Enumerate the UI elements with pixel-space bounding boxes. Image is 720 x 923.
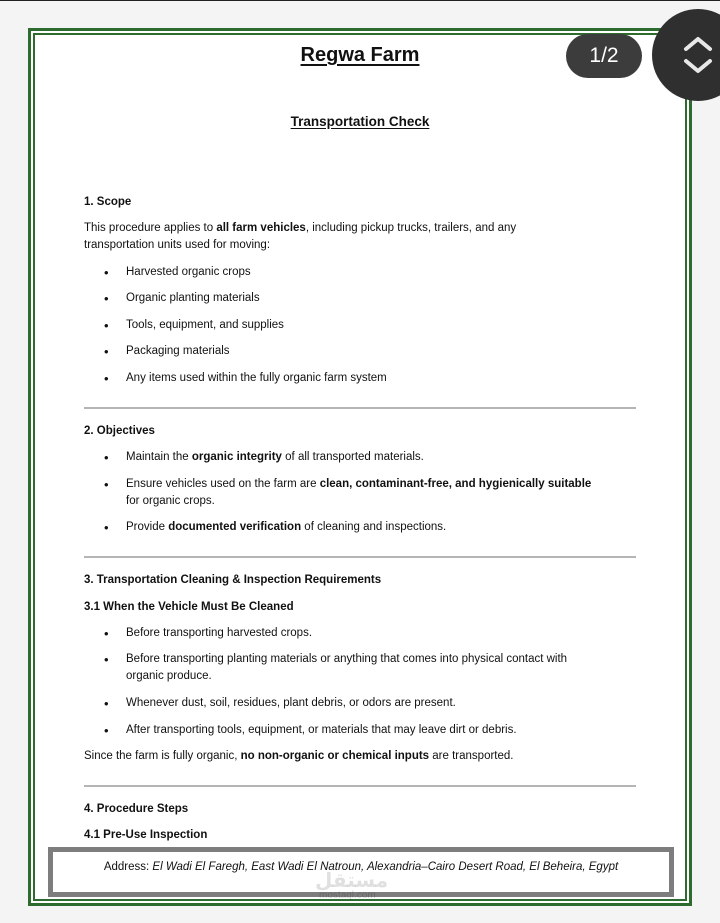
list-item: Tools, equipment, and supplies (126, 319, 284, 331)
bullet-icon: • (104, 265, 109, 280)
list-item: Whenever dust, soil, residues, plant debris, or odors are present. (126, 697, 456, 709)
page-indicator: 1/2 (566, 34, 642, 78)
list-item: Harvested organic crops (126, 266, 251, 278)
subsection-heading-pre-use: 4.1 Pre-Use Inspection (84, 829, 208, 841)
bullet-icon: • (104, 723, 109, 738)
address-text: Address: El Wadi El Faregh, East Wadi El Natroun, Alexandria–Cairo Desert Road, El Beheira, Egypt (103, 861, 619, 873)
list-item: Before transporting planting materials or anything that comes into physical contact with organic produce. (126, 653, 568, 682)
document-title: Regwa Farm (300, 44, 420, 66)
section-heading-procedure: 4. Procedure Steps (84, 803, 189, 815)
scope-intro: This procedure applies to all farm vehicles, including pickup trucks, trailers, and any (84, 222, 517, 234)
section-divider (84, 556, 636, 558)
document-subtitle: Transportation Check (290, 114, 430, 129)
top-divider (0, 0, 720, 1)
bullet-icon: • (104, 291, 109, 306)
bullet-icon: • (104, 652, 109, 667)
section-divider (84, 407, 636, 409)
bullet-icon: • (104, 696, 109, 711)
list-item: Packaging materials (126, 345, 230, 357)
bullet-icon: • (104, 520, 109, 535)
scope-intro-line2: transportation units used for moving: (84, 239, 271, 251)
list-item: After transporting tools, equipment, or materials that may leave dirt or debris. (126, 724, 517, 736)
bullet-icon: • (104, 344, 109, 359)
bullet-icon: • (104, 450, 109, 465)
bullet-icon: • (104, 477, 109, 492)
subsection-heading-cleaning: 3.1 When the Vehicle Must Be Cleaned (84, 601, 294, 613)
document-page (40, 38, 680, 898)
list-item: Any items used within the fully organic farm system (126, 372, 387, 384)
requirements-note: Since the farm is fully organic, no non-organic or chemical inputs are transported. (84, 750, 514, 762)
section-heading-objectives: 2. Objectives (84, 425, 155, 437)
list-item: Maintain the organic integrity of all transported materials. (126, 451, 424, 463)
address-footer (48, 847, 674, 901)
list-item: Provide documented verification of cleaning and inspections. (126, 521, 447, 533)
section-heading-scope: 1. Scope (84, 196, 132, 208)
list-item: Organic planting materials (126, 292, 260, 304)
list-item: Before transporting harvested crops. (126, 627, 313, 639)
chevron-up-down-icon (680, 35, 716, 75)
watermark-url: mostaql.com (319, 890, 376, 901)
section-divider (84, 785, 636, 787)
list-item: Ensure vehicles used on the farm are clean, contaminant-free, and hygienically suitable for organic crops. (126, 478, 592, 507)
bullet-icon: • (104, 626, 109, 641)
bullet-icon: • (104, 318, 109, 333)
section-heading-requirements: 3. Transportation Cleaning & Inspection Requirements (84, 574, 382, 586)
watermark-logo: مستقل (315, 870, 389, 892)
bullet-icon: • (104, 371, 109, 386)
